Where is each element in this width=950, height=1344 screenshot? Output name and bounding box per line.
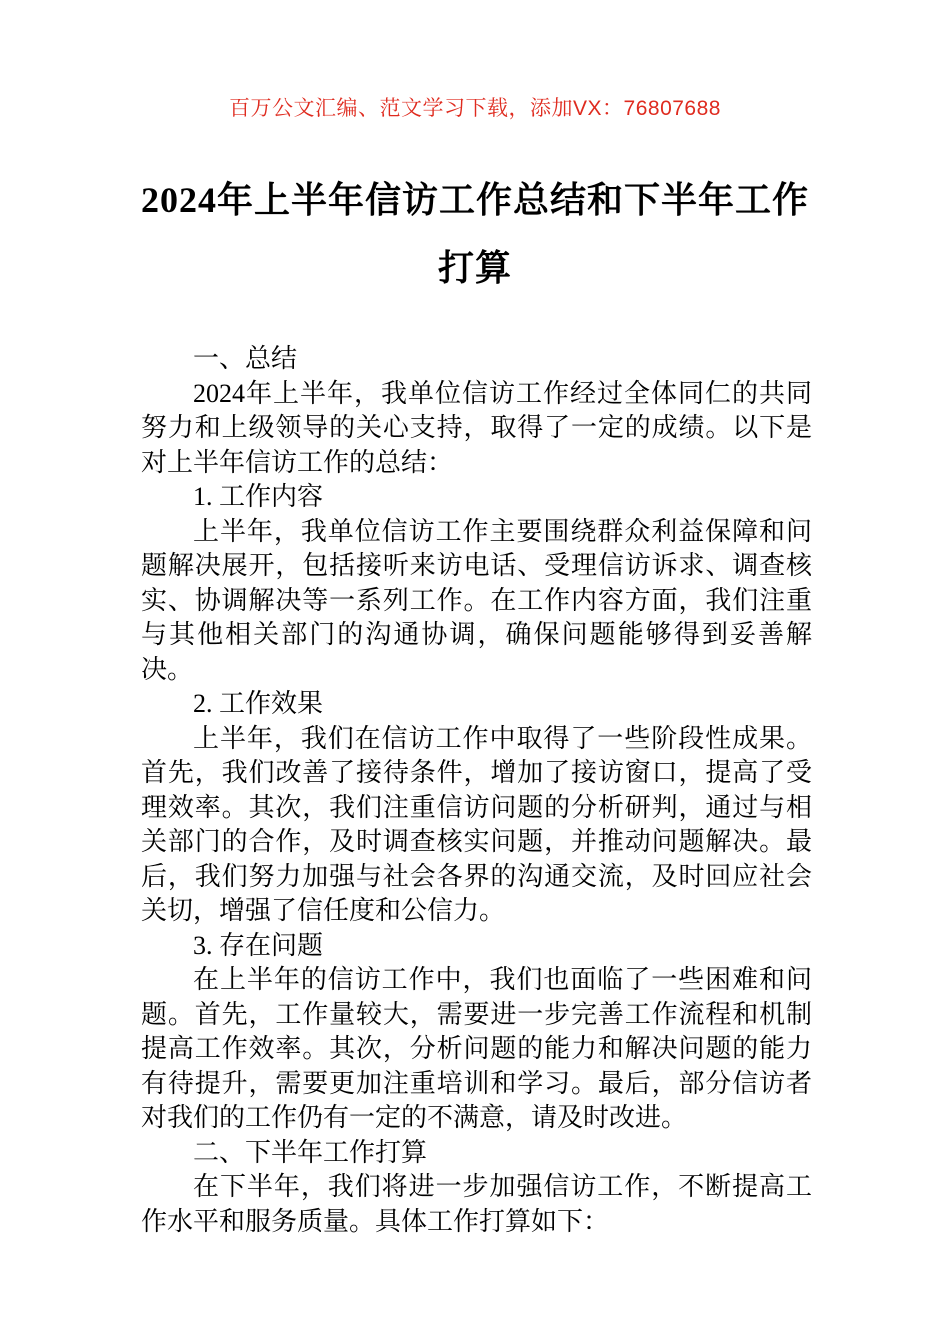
body-paragraph: 1. 工作内容	[193, 482, 324, 511]
document-body	[141, 342, 812, 1239]
body-paragraph: 上半年，我们在信访工作中取得了一些阶段性成果。首先，我们改善了接待条件，增加了接访窗口，提高了受理效率。其次，我们注重信访问题的分析研判，通过与相关部门的合作，及时调查核实问题，并推动问题解决。最后，我们努力加强与社会各界的沟通交流，及时回应社会关切，增强了信任度和公信力。	[141, 723, 812, 925]
body-paragraph: 上半年，我单位信访工作主要围绕群众利益保障和问题解决展开，包括接听来访电话、受理信访诉求、调查核实、协调解决等一系列工作。在工作内容方面，我们注重与其他相关部门的沟通协调，确保问题能够得到妥善解决。	[141, 516, 812, 684]
document-title	[0, 166, 950, 302]
body-paragraph: 在上半年的信访工作中，我们也面临了一些困难和问题。首先，工作量较大，需要进一步完善工作流程和机制提高工作效率。其次，分析问题的能力和解决问题的能力有待提升，需要更加注重培训和学习。最后，部分信访者对我们的工作仍有一定的不满意，请及时改进。	[141, 965, 812, 1132]
body-paragraph: 3. 存在问题	[193, 930, 324, 960]
body-paragraph: 在下半年，我们将进一步加强信访工作，不断提高工作水平和服务质量。具体工作打算如下：	[141, 1172, 812, 1236]
body-paragraph: 二、下半年工作打算	[193, 1137, 428, 1167]
body-paragraph: 2. 工作效果	[193, 689, 324, 718]
body-paragraph: 一、总结	[193, 344, 298, 373]
body-paragraph: 2024年上半年，我单位信访工作经过全体同仁的共同努力和上级领导的关心支持，取得了一定的成绩。以下是对上半年信访工作的总结：	[141, 378, 812, 477]
promo-banner-text: 百万公文汇编、范文学习下载，添加VX：76807688	[229, 97, 721, 120]
title-line: 打算	[437, 248, 512, 288]
title-line: 2024年上半年信访工作总结和下半年工作	[140, 180, 809, 220]
